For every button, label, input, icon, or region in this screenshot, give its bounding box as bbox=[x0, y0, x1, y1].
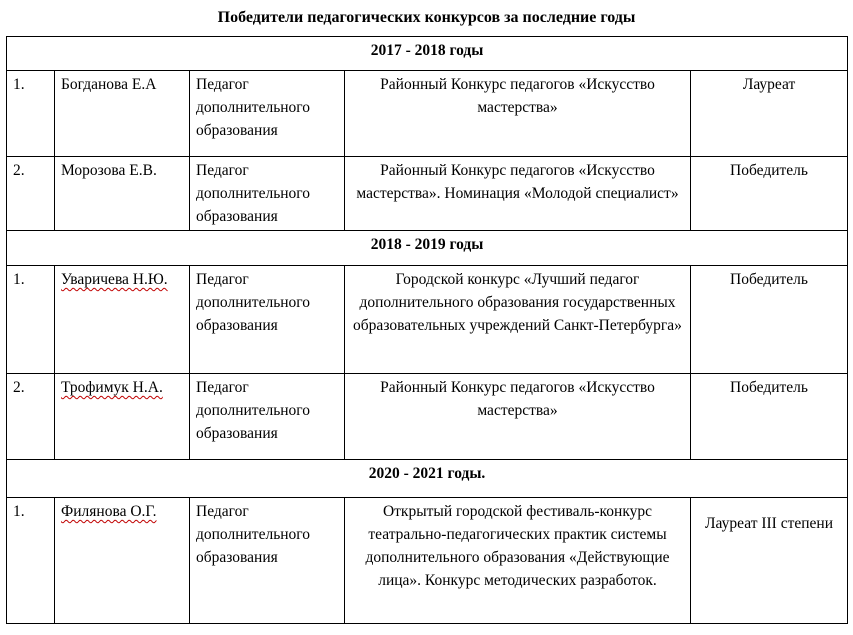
competition-name: Открытый городской фестиваль-конкурс театрально-педагогических практик системы дополнительного образования «Действующие лица». Конкурс методических разработок. bbox=[345, 498, 691, 624]
competition-name: Районный Конкурс педагогов «Искусство мастерства» bbox=[345, 71, 691, 157]
winner-position: Педагог дополнительного образования bbox=[190, 374, 345, 460]
winner-name-text: Филянова О.Г. bbox=[61, 503, 157, 520]
competition-result: Лауреат bbox=[691, 71, 848, 157]
competition-name: Районный Конкурс педагогов «Искусство мастерства». Номинация «Молодой специалист» bbox=[345, 157, 691, 231]
competition-name: Районный Конкурс педагогов «Искусство мастерства» bbox=[345, 374, 691, 460]
table-row bbox=[7, 71, 848, 157]
winners-table bbox=[6, 36, 848, 624]
winner-name: Богданова Е.А bbox=[55, 71, 190, 157]
row-number: 2. bbox=[7, 157, 55, 231]
winner-position: Педагог дополнительного образования bbox=[190, 71, 345, 157]
year-header-row bbox=[7, 37, 848, 71]
year-header: 2020 - 2021 годы. bbox=[7, 460, 848, 498]
row-number: 1. bbox=[7, 266, 55, 374]
row-number: 2. bbox=[7, 374, 55, 460]
table-row bbox=[7, 374, 848, 460]
year-header: 2018 - 2019 годы bbox=[7, 231, 848, 266]
table-row bbox=[7, 157, 848, 231]
table-row bbox=[7, 266, 848, 374]
year-header-row bbox=[7, 460, 848, 498]
competition-result: Победитель bbox=[691, 374, 848, 460]
winner-name-text: Трофимук Н.А. bbox=[61, 379, 163, 396]
winner-name bbox=[55, 374, 190, 460]
winner-position: Педагог дополнительного образования bbox=[190, 157, 345, 231]
winner-name: Морозова Е.В. bbox=[55, 157, 190, 231]
competition-result: Победитель bbox=[691, 157, 848, 231]
row-number: 1. bbox=[7, 71, 55, 157]
competition-name: Городской конкурс «Лучший педагог дополнительного образования государственных образовательных учреждений Санкт-Петербурга» bbox=[345, 266, 691, 374]
year-header-row bbox=[7, 231, 848, 266]
winner-position: Педагог дополнительного образования bbox=[190, 498, 345, 624]
competition-result: Лауреат III степени bbox=[691, 498, 848, 624]
winner-name-text: Уваричева Н.Ю. bbox=[61, 271, 168, 288]
competition-result: Победитель bbox=[691, 266, 848, 374]
winner-position: Педагог дополнительного образования bbox=[190, 266, 345, 374]
year-header: 2017 - 2018 годы bbox=[7, 37, 848, 71]
page-title: Победители педагогических конкурсов за последние годы bbox=[217, 9, 636, 26]
row-number: 1. bbox=[7, 498, 55, 624]
table-row bbox=[7, 498, 848, 624]
winner-name bbox=[55, 498, 190, 624]
winner-name bbox=[55, 266, 190, 374]
